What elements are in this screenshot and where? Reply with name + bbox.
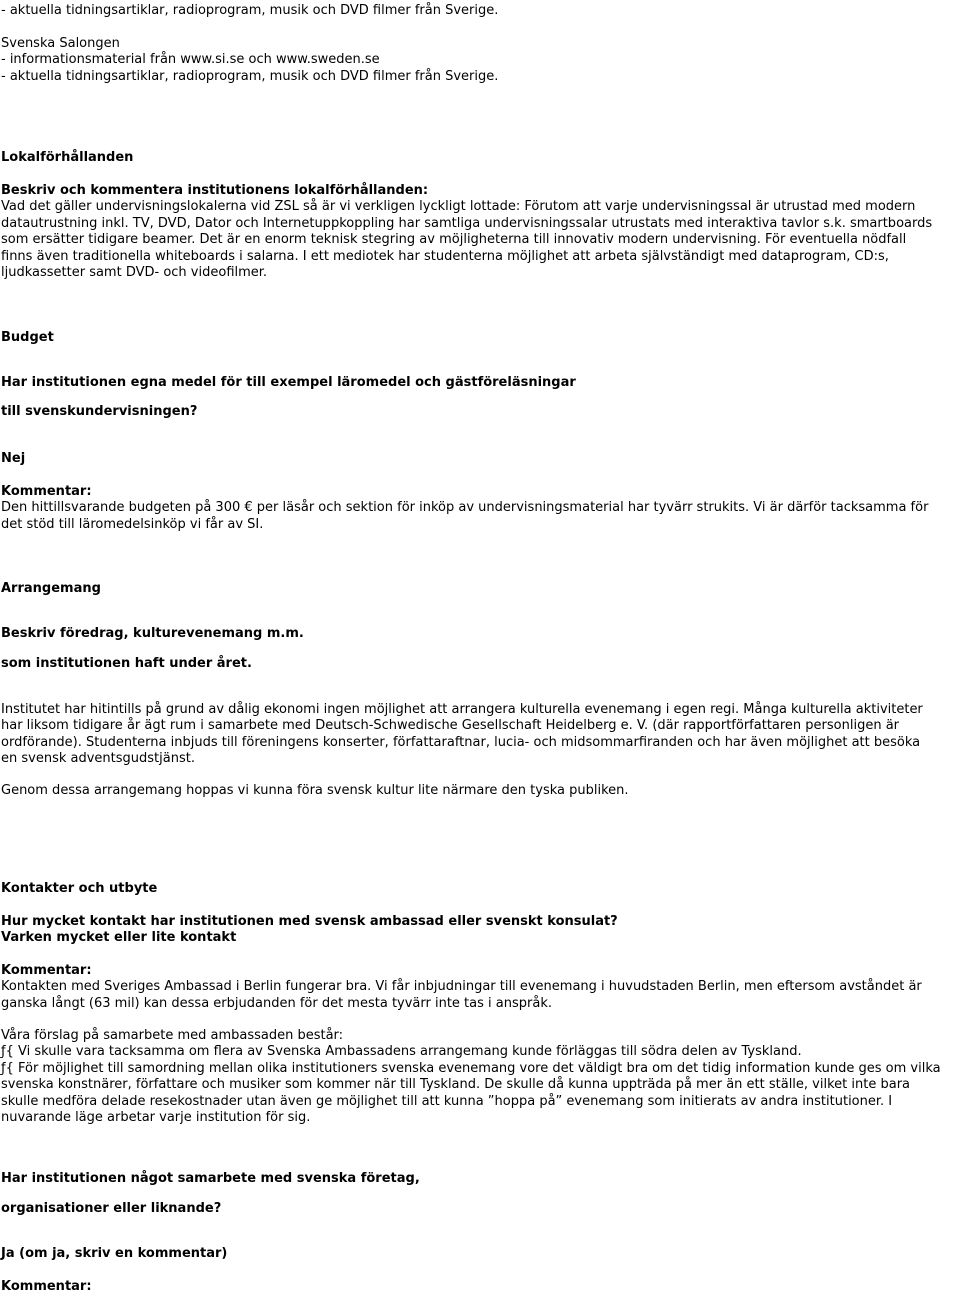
proposals-intro: Våra förslag på samarbete med ambassaden består: [1, 1028, 344, 1043]
arrang-paragraph-2: Genom dessa arrangemang hoppas vi kunna föra svensk kultur lite närmare den tyska publiken. [1, 783, 629, 798]
budget-question-line2: till svenskundervisningen? [1, 404, 198, 419]
arrang-question-line1: Beskriv föredrag, kulturevenemang m.m. [1, 626, 304, 641]
arrang-text-line: ordförande). Studenterna inbjuds till föreningens konserter, författaraftnar, lucia- och midsommarfiranden och har även möjlighet att besöka [1, 734, 921, 750]
arrang-paragraph [1, 702, 943, 768]
lokal-text-line: Vad det gäller undervisningslokalerna vid ZSL så är vi verkligen lyckligt lottade: Förutom att varje undervisningssal är utrustad med modern [1, 199, 916, 215]
arrang-text-line: har liksom tidigare år ägt rum i samarbete med Deutsch-Schwedische Gesellschaft Heidelberg e. V. (där rapportförfattaren personligen är [1, 718, 900, 734]
kontakt-comment-label: Kommentar: [1, 963, 92, 978]
samarbete-answer: Ja (om ja, skriv en kommentar) [1, 1246, 228, 1261]
lokal-question: Beskriv och kommentera institutionens lokalförhållanden: [1, 183, 429, 198]
lokal-text-line: datautrustning inkl. TV, DVD, Dator och Internetuppkoppling har samtliga undervisningssalar utrustats med interaktiva tavlor s.k. smartboards [1, 215, 933, 231]
kontakt-heading: Kontakter och utbyte [1, 881, 158, 896]
budget-answer: Nej [1, 451, 26, 466]
lokal-text-line: finns även traditionella whiteboards i salarna. I ett mediotek har studenterna möjlighet att arbeta självständigt med dataprogram, CD:s, [1, 248, 889, 264]
kontakt-answer: Varken mycket eller lite kontakt [1, 930, 237, 946]
intro-line: - aktuella tidningsartiklar, radioprogram, musik och DVD filmer från Sverige. [1, 3, 499, 18]
samarbete-question-line1: Har institutionen något samarbete med svenska företag, [1, 1171, 420, 1186]
kontakt-question-block [1, 914, 943, 947]
arrang-question-line2: som institutionen haft under året. [1, 656, 252, 671]
kontakt-comment-line: ganska långt (63 mil) kan dessa erbjudanden för det mesta tyvärr inte tas i anspråk. [1, 995, 552, 1011]
samarbete-comment-label: Kommentar: [1, 1279, 92, 1294]
salongen-section [1, 36, 943, 85]
salongen-title: Svenska Salongen [1, 36, 120, 51]
lokal-text-line: ljudkassetter samt DVD- och videofilmer. [1, 265, 268, 281]
budget-heading: Budget [1, 330, 54, 345]
arrang-text-line: Institutet har hitintills på grund av dålig ekonomi ingen möjlighet att arrangera kulturella evenemang i egen regi. Många kulturella aktiviteter [1, 702, 923, 717]
budget-question-line1: Har institutionen egna medel för till exempel läromedel och gästföreläsningar [1, 375, 576, 390]
samarbete-question-line2: organisationer eller liknande? [1, 1201, 222, 1216]
lokal-section [1, 183, 943, 281]
budget-comment-line: det stöd till läromedelsinköp vi får av SI. [1, 516, 264, 532]
arrang-heading: Arrangemang [1, 581, 101, 596]
kontakt-comment [1, 963, 943, 1012]
lokal-heading: Lokalförhållanden [1, 150, 134, 165]
budget-comment [1, 484, 943, 533]
proposal-line: skulle medföra delade resekostnader utan även ge möjlighet till att kunna ”hoppa på” evenemang som initierats av andra institutioner. I [1, 1093, 893, 1109]
proposal-line: ƒ{ Vi skulle vara tacksamma om flera av Svenska Ambassadens arrangemang kunde förläggas till södra delen av Tyskland. [1, 1044, 802, 1060]
salongen-info-line: - informationsmaterial från www.si.se och www.sweden.se [1, 52, 380, 68]
proposal-line: nuvarande läge arbetar varje institution för sig. [1, 1110, 311, 1126]
kontakt-question: Hur mycket kontakt har institutionen med svensk ambassad eller svenskt konsulat? [1, 914, 618, 929]
arrang-text-line: en svensk adventsgudstjänst. [1, 751, 195, 767]
budget-comment-label: Kommentar: [1, 484, 92, 499]
kontakt-comment-line: Kontakten med Sveriges Ambassad i Berlin fungerar bra. Vi får inbjudningar till evenemang i huvudstaden Berlin, men eftersom avståndet är [1, 979, 922, 995]
proposal-line: ƒ{ För möjlighet till samordning mellan olika institutioners svenska evenemang vore det väldigt bra om det tidig information kunde ges om vilka [1, 1060, 941, 1076]
proposal-line: svenska konstnärer, författare och musiker som kommer när till Tyskland. De skulle då kunna uppträda på mer än ett ställe, vilket inte bara [1, 1077, 911, 1093]
budget-comment-line: Den hittillsvarande budgeten på 300 € per läsår och sektion för inköp av undervisningsmaterial har tyvärr strukits. Vi är därför tacksamma för [1, 500, 929, 516]
kontakt-proposals [1, 1028, 943, 1126]
lokal-text-line: som ersätter tidigare beamer. Det är en enorm teknisk stegring av möjligheterna till innovativ modern undervisning. För eventuella nödfall [1, 232, 907, 248]
salongen-news-line: - aktuella tidningsartiklar, radioprogram, musik och DVD filmer från Sverige. [1, 68, 499, 84]
